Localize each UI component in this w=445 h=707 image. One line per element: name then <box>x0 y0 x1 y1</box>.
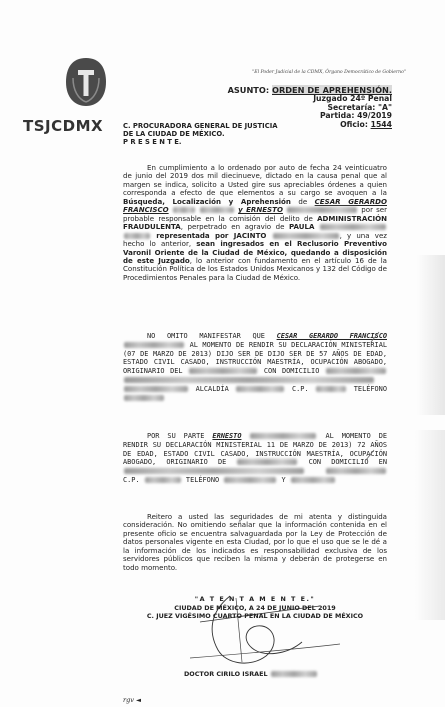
secretaria: Secretaría: "A" <box>327 102 392 112</box>
redacted-text <box>237 459 297 465</box>
redacted-text <box>124 468 304 474</box>
redacted-text <box>200 207 234 213</box>
redacted-text <box>320 224 386 230</box>
redacted-text <box>124 233 150 239</box>
redacted-text <box>124 377 374 383</box>
paragraph-closing: Reitero a usted las seguridades de mi atenta y distinguida consideración. No omitiendo señalar que la información contenida en el presente oficio se encuentra salvaguardada por la Ley de Protección de datos personales vigente en esta Ciudad, por lo que el uso que se le dé a la información de los indicados es responsabilidad exclusiva de los servidores públicos que reciben la misma y deberán de protegerse en todo momento. <box>123 512 387 572</box>
redacted-text <box>316 386 346 392</box>
tsjcdmx-logo-icon <box>64 56 108 108</box>
pen-mark-icon <box>364 448 376 462</box>
bleed-through-shadow <box>417 255 445 415</box>
paragraph-order: En cumplimiento a lo ordenado por auto de fecha 24 veinticuatro de junio del 2019 dos mil diecinueve, dictado en la causa penal que al margen se indica, solicito a Usted gire sus apreciables órdenes a quien corresponda a efecto de que elementos a su cargo se avoquen a la Búsqueda, Localización y Aprehensión de CESAR GERARDO FRANCISCO y ERNESTO por ser probable responsable en la comisión del delito de ADMINISTRACIÓN FRAUDULENTA, perpetrado en agravio de PAULA representada por JACINTO , y una vez hecho lo anterior, sean ingresados en el Reclusorio Preventivo Varonil Oriente de la Ciudad de México, quedando a disposición de este Juzgado, lo anterior con fundamento en el artículo 16 de la Constitución Política de los Estados Unidos Mexicanos y 132 del Código de Procedimientos Penales para la Ciudad de México. <box>123 163 388 282</box>
bleed-through-shadow <box>415 430 445 620</box>
redacted-text <box>273 233 339 239</box>
redacted-text <box>236 386 284 392</box>
partida: Partida: 49/2019 <box>319 111 392 121</box>
oficio-number: 1544 <box>370 119 392 129</box>
redacted-text <box>326 468 386 474</box>
addressee: C. PROCURADORA GENERAL DE JUSTICIA DE LA CIUDAD DE MÉXICO. P R E S E N T E. <box>123 122 278 146</box>
signer-name: DOCTOR CIRILO ISRAEL <box>184 670 318 678</box>
oficio: Oficio: 1544 <box>340 119 392 129</box>
redacted-text <box>326 368 386 374</box>
redacted-text <box>271 671 317 677</box>
redacted-text <box>124 342 184 348</box>
redacted-text <box>124 395 164 401</box>
motto: "El Poder Judicial de la CDMX, Órgano Democrático de Gobierno" <box>252 70 406 75</box>
redacted-text <box>287 207 357 213</box>
paragraph-defendant-1: NO OMITO MANIFESTAR QUE CESAR GERARDO FRANCISCO AL MOMENTO DE RENDIR SU DECLARACIÓN MINISTERIAL (07 DE MARZO DE 2013) DIJO SER DE DIJO SER DE 57 AÑOS DE EDAD, ESTADO CIVIL CASADO, INSTRUCCIÓN MAESTRÍA, OCUPACIÓN ABOGADO, ORIGINARIO DEL CON DOMICILIO ALCALDÍA C.P. TELÉFONO <box>123 332 387 402</box>
typist-initials: rgv ◄ <box>123 696 142 704</box>
atentamente: "A T E N T A M E N T E." <box>194 595 316 603</box>
accused-name-2: y ERNESTO <box>238 205 283 215</box>
court-name: Juzgado 24º Penal <box>313 94 392 103</box>
redacted-text <box>224 477 276 483</box>
redacted-text <box>291 477 335 483</box>
subject-value: ORDEN DE APREHENSIÓN. <box>272 85 392 95</box>
judge-title: C. JUEZ VIGÉSIMO CUARTO PENAL EN LA CIUDAD DE MÉXICO <box>146 612 364 620</box>
subject-label: ASUNTO: <box>227 85 270 95</box>
city-date: CIUDAD DE MÉXICO, A 24 DE JUNIO DEL 2019 <box>174 604 336 612</box>
redacted-text <box>124 386 188 392</box>
brand-text: TSJCDMX <box>23 117 104 135</box>
pen-mark-icon <box>369 330 381 344</box>
redacted-text <box>250 433 316 439</box>
accused-name-1: CESAR GERARDO FRANCISCO <box>123 196 387 215</box>
redacted-text <box>173 207 195 213</box>
redacted-text <box>145 477 181 483</box>
redacted-text <box>189 368 257 374</box>
paragraph-defendant-2: POR SU PARTE ERNESTO AL MOMENTO DE RENDIR SU DECLARACIÓN MINISTERIAL 11 DE MARZO DE 2013) 72 AÑOS DE EDAD, ESTADO CIVIL CASADO, INSTRUCCIÓN MAESTRÍA, OCUPACIÓN ABOGADO, ORIGINARIO DE CON DOMICILIO EN C.P. TELÉFONO Y <box>123 432 388 484</box>
